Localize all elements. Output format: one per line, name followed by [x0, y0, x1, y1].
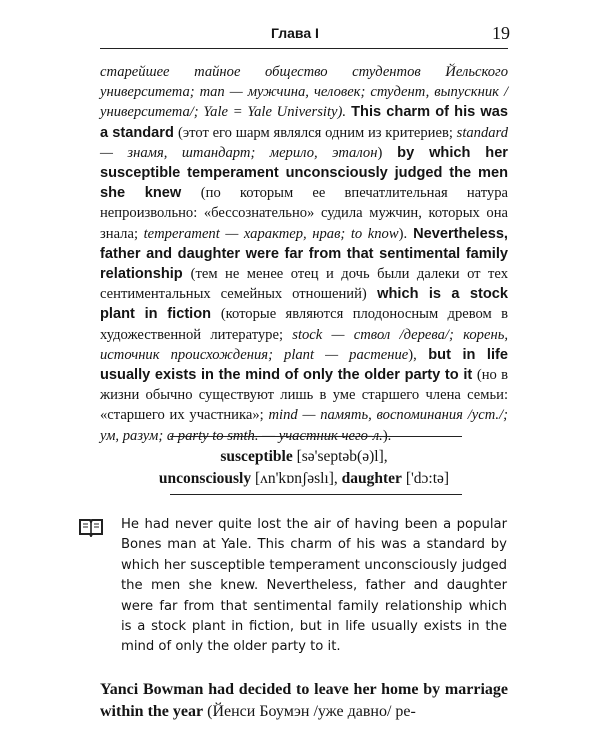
vocab-line-2 — [100, 468, 508, 490]
page-number: 19 — [492, 23, 510, 43]
page-header — [64, 23, 510, 47]
vocab-line-1 — [100, 446, 508, 468]
translation-segment: (но в жизни обычно существуют лишь в уме старшего члена семьи: «старшего их участника»; — [100, 367, 508, 424]
english-text-segment: but in life usually exists in the mind of only the older party to it — [100, 346, 508, 384]
vocab-word: susceptible — [220, 448, 293, 465]
gloss-segment: standard — знамя, штандарт; мерило, эталон — [100, 124, 508, 161]
english-text-segment: This charm of his was a standard — [100, 104, 508, 141]
open-book-icon — [78, 517, 104, 537]
translation-segment: ). — [398, 225, 408, 242]
header-rule — [100, 48, 508, 49]
next-paragraph-russian: (Йенси Боумэн /уже давно/ ре- — [203, 703, 416, 720]
commentary-paragraph — [100, 62, 508, 446]
english-text-segment: Nevertheless, father and daughter were far from that sentimental family relationship — [100, 225, 508, 283]
translation-segment: (тем не менее отец и дочь были далеки от тех сентиментальных семейных отношений) — [100, 266, 509, 303]
pronunciation-box — [100, 446, 508, 490]
vocab-word: unconsciously — [158, 470, 252, 487]
translation-segment: (по которым ее впечатлительная натура непроизвольно: «бессознательно» судила мужчин, которых она знала; — [100, 185, 508, 242]
vocab-rule-top — [170, 436, 462, 437]
gloss-segment: старейшее тайное общество студентов Йельского университета; man — мужчина, человек; студент, выпускник /университета/; Yale = Yale University). — [100, 64, 508, 121]
next-paragraph — [100, 679, 508, 723]
vocab-word: daughter — [337, 470, 402, 487]
translation-segment: ), — [408, 346, 417, 363]
chapter-title: Глава I — [271, 25, 319, 41]
vocab-ipa: ['dɔ:tə] — [401, 470, 450, 487]
translation-segment: ). — [382, 427, 392, 444]
vocab-ipa: [sə'septəb(ə)l], — [292, 448, 388, 465]
translation-segment: (этот его шарм являлся одним из критериев; — [178, 124, 457, 141]
gloss-segment: stock — ствол /дерева/; корень, источник происхождения; plant — растение — [100, 326, 508, 363]
english-text-segment: by which her susceptible temperament unconsciously judged the men she knew — [100, 144, 508, 202]
original-text: He had never quite lost the air of having been a popular Bones man at Yale. This charm of his was a standard by which her susceptible temperament unconsciously judged the men she knew. Nevertheless, father and daughter were far from that sentimental family relationship which is a stock plant in fiction, but in life usually exists in the mind of only the older party to it. — [121, 517, 507, 655]
english-text-segment: which is a stock plant in fiction — [100, 286, 509, 323]
vocab-ipa: [ʌn'kɒnʃəslı], — [251, 470, 338, 487]
gloss-segment: mind — память, воспоминания /уст./; ум, разум; a party to smth. — участник чего-л. — [100, 407, 509, 444]
vocab-rule-bottom — [170, 494, 462, 495]
gloss-segment: temperament — характер, нрав; to know — [143, 225, 399, 242]
next-paragraph-english: Yanci Bowman had decided to leave her home by marriage within the year — [100, 681, 508, 720]
translation-segment: ) — [377, 144, 383, 161]
translation-segment: (которые являются плодоносным древом в художественной литературе; — [100, 306, 508, 343]
